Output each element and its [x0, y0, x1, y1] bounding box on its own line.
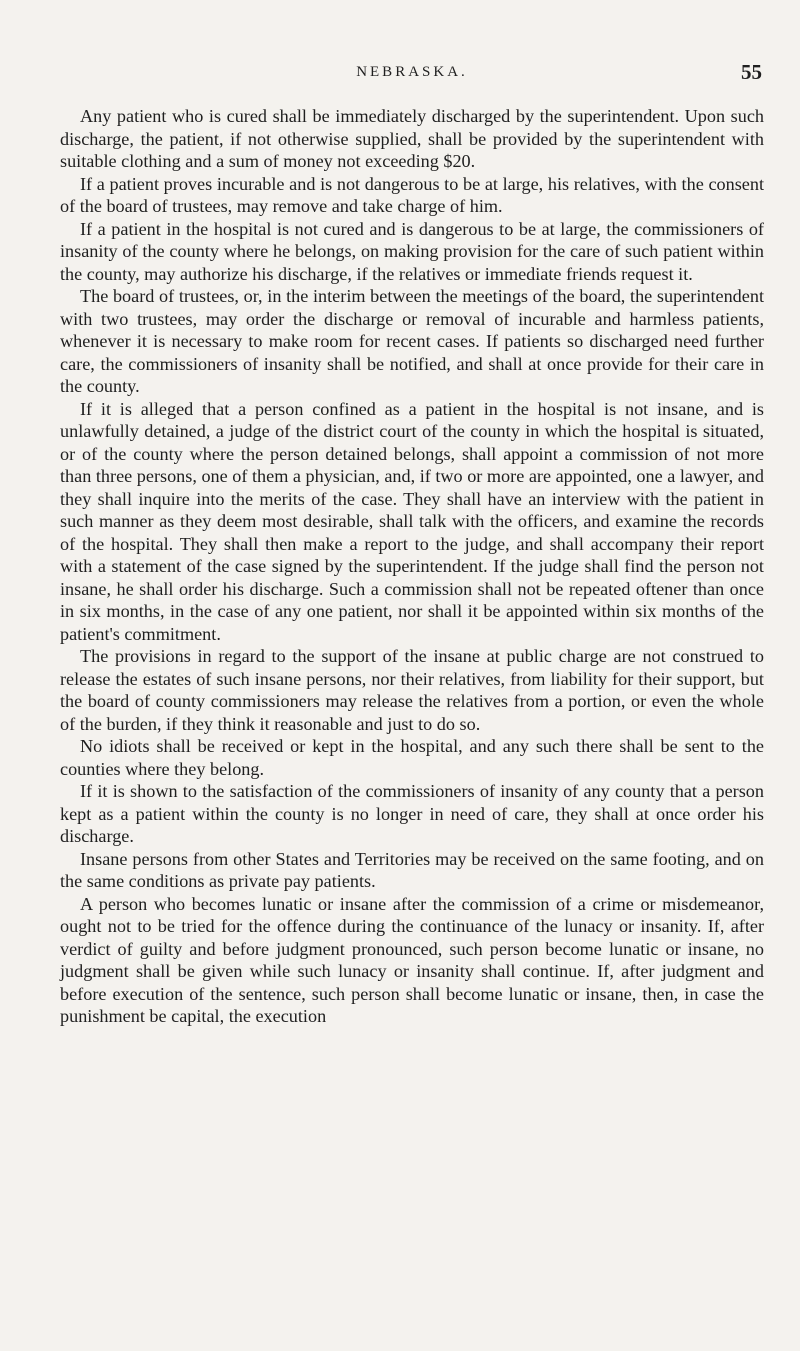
- body-text: [60, 105, 764, 1028]
- paragraph-dangerous-discharge: If a patient in the hospital is not cured and is dangerous to be at large, the commissioners of insanity of the county where he belongs, on making provision for the care of such patient within the county, may authorize his discharge, if the relatives or immediate friends request it.: [60, 218, 764, 284]
- paragraph-unlawful-detention: If it is alleged that a person confined as a patient in the hospital is not insane, and is unlawfully detained, a judge of the district court of the county in which the hospital is situated, or of the county where the person detained belongs, shall appoint a commission of not more than three persons, one of them a physician, and, if two or more are appointed, one a lawyer, and they shall inquire into the merits of the case. They shall have an interview with the patient in such manner as they deem most desirable, shall talk with the officers, and examine the records of the hospital. They shall then make a report to the judge, and shall accompany their report with a statement of the case signed by the superintendent. If the judge shall find the person not insane, he shall order his discharge. Such a commission shall not be repeated oftener than once in six months, in the case of any one patient, nor shall it be appointed within six months of the patient's commitment.: [60, 398, 764, 644]
- paragraph-no-longer-in-need: If it is shown to the satisfaction of the commissioners of insanity of any county that a person kept as a patient within the county is no longer in need of care, they shall at once order his discharge.: [60, 781, 764, 846]
- paragraph-support-liability: The provisions in regard to the support of the insane at public charge are not construed to release the estates of such insane persons, nor their relatives, from liability for their support, but the board of county commissioners may release the relatives from a portion, or even the whole of the burden, if they think it reasonable and just to do so.: [60, 646, 764, 734]
- paragraph-incurable-removal: If a patient proves incurable and is not dangerous to be at large, his relatives, with the consent of the board of trustees, may remove and take charge of him.: [60, 173, 764, 216]
- running-title: NEBRASKA.: [356, 64, 468, 80]
- paragraph-trustees-removal: The board of trustees, or, in the interim between the meetings of the board, the superintendent with two trustees, may order the discharge or removal of incurable and harmless patients, whenever it is necessary to make room for recent cases. If patients so discharged need further care, the commissioners of insanity shall be notified, and shall at once provide for their care in the county.: [60, 286, 764, 396]
- paragraph-criminal-insanity: A person who becomes lunatic or insane after the commission of a crime or misdemeanor, ought not to be tried for the offence during the continuance of the lunacy or insanity. If, after verdict of guilty and before judgment pronounced, such person become lunatic or insane, no judgment shall be given while such lunacy or insanity shall continue. If, after judgment and before execution of the sentence, such person shall become lunatic or insane, then, in case the punishment be capital, the execution: [60, 893, 764, 1026]
- paragraph-idiots: No idiots shall be received or kept in the hospital, and any such there shall be sent to the counties where they belong.: [60, 736, 764, 779]
- paragraph-other-states: Insane persons from other States and Territories may be received on the same footing, and on the same conditions as private pay patients.: [60, 848, 764, 891]
- paragraph-discharge-cured: Any patient who is cured shall be immediately discharged by the superintendent. Upon such discharge, the patient, if not otherwise supplied, shall be provided by the superintendent with suitable clothing and a sum of money not exceeding $20.: [60, 106, 764, 171]
- running-head: [62, 62, 762, 92]
- page-number: 55: [741, 60, 762, 84]
